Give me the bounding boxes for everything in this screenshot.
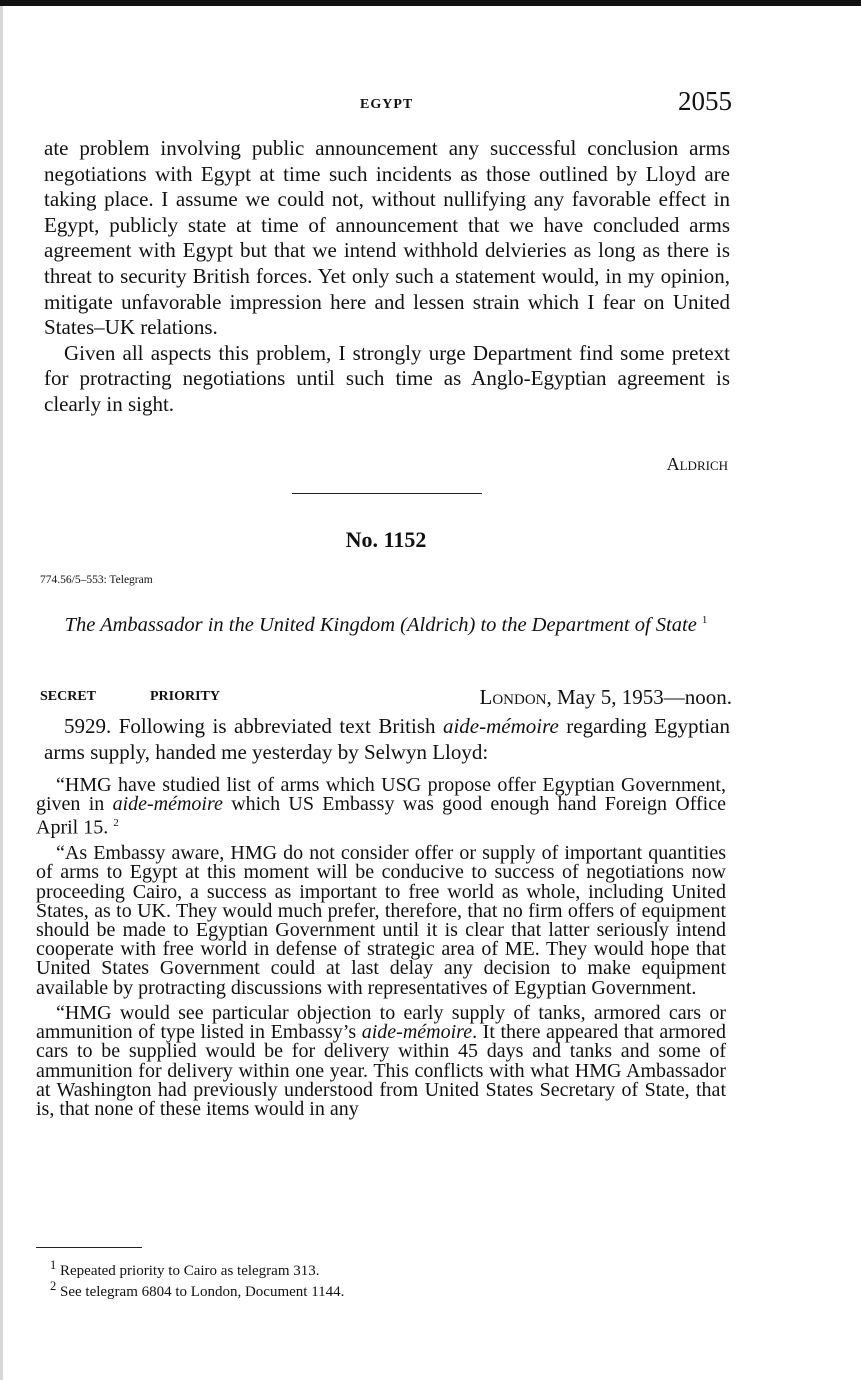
text-run: regarding Egyptian arms supply, handed me yesterday by Selwyn Lloyd:: [44, 714, 731, 764]
footnote-text: See telegram 6804 to London, Document 1144.: [60, 1284, 345, 1300]
footnote-ref: 2: [113, 817, 119, 830]
quote-paragraph: “As Embassy aware, HMG do not consider offer or supply of important quantities of arms to Egypt at this moment will be conducive to success of negotiations now proceeding Cairo, a success as important to free world as whole, including United States, as to UK. They would much prefer, therefore, that no firm offers of equipment should be made to Egyptian Government until it is clear that latter seriously intend cooperate with free world in defense of strategic area of ME. They would hope that United States Government could at last delay any decision to make equipment available by protracting discussions with representatives of Egyptian Government.: [36, 842, 726, 999]
place-date: [480, 685, 733, 710]
footnote-text: Repeated priority to Cairo as telegram 313.: [60, 1263, 320, 1279]
footnote: [50, 1258, 320, 1280]
text-run: which US Embassy was good enough hand Foreign Office April 15.: [36, 793, 726, 840]
section-divider: [292, 493, 482, 494]
paragraph: ate problem involving public announcement any successful conclusion arms negotiations with Egypt at time such incidents as those outlined by Lloyd are taking place. I assume we could not, without nullifying any favorable effect in Egypt, publicly state at time of announcement that we have concluded arms agreement with Egypt but that we intend withhold delvieries as long as there is threat to security British forces. Yet only such a statement would, in my opinion, mitigate unfavorable impression here and lessen strain which I fear on United States–UK relations.: [44, 136, 730, 340]
footnote-mark: 1: [50, 1258, 57, 1272]
footnote-mark: 2: [50, 1279, 57, 1293]
quoted-aide-memoire: [36, 776, 726, 1125]
quote-paragraph: [36, 1001, 726, 1120]
italic-term: aide-mémoire: [361, 1021, 473, 1044]
date-time: May 5, 1953—noon.: [557, 685, 732, 709]
text-run: . It there appeared that armored cars to be supplied would be for delivery within 45 days and tanks and some of ammunition for delivery within one year. This conflicts with what HMG Ambassador at Washington had previously understood from United States Secretary of State, that is, that none of these items would in any: [36, 1021, 726, 1120]
footnote-ref: 1: [701, 614, 708, 626]
italic-term: aide-mémoire: [442, 714, 559, 738]
file-reference: 774.56/5–553: Telegram: [40, 574, 153, 586]
quote-paragraph: [36, 776, 726, 838]
classification: SECRET: [40, 689, 97, 704]
document-title: [36, 608, 736, 638]
paragraph: Given all aspects this problem, I strongly urge Department find some pretext for protracting negotiations until such time as Anglo-Egyptian agreement is clearly in sight.: [44, 340, 730, 416]
footnote-rule: [36, 1247, 142, 1248]
document-number: No. 1152: [345, 527, 427, 552]
telegram-intro: [44, 714, 730, 765]
place: London,: [479, 685, 552, 709]
scan-left-edge: [0, 6, 3, 1380]
document-page: [36, 0, 732, 1380]
text-run: “HMG have studied list of arms which USG propose offer Egyptian Government, given in: [36, 774, 726, 816]
signature: Aldrich: [666, 454, 728, 474]
document-title-text: The Ambassador in the United Kingdom (Aldrich) to the Department of State: [64, 613, 697, 636]
precedence: PRIORITY: [150, 689, 221, 704]
running-head-section: EGYPT: [360, 97, 414, 112]
italic-term: aide-mémoire: [112, 793, 223, 816]
continued-text: [44, 136, 730, 418]
text-run: 5929. Following is abbreviated text British: [64, 714, 443, 738]
text-run: “HMG would see particular objection to early supply of tanks, armored cars or ammunition of type listed in Embassy’s: [36, 1001, 726, 1044]
paragraph: [44, 714, 730, 765]
page-number: 2055: [678, 86, 732, 116]
footnote: [50, 1279, 344, 1301]
